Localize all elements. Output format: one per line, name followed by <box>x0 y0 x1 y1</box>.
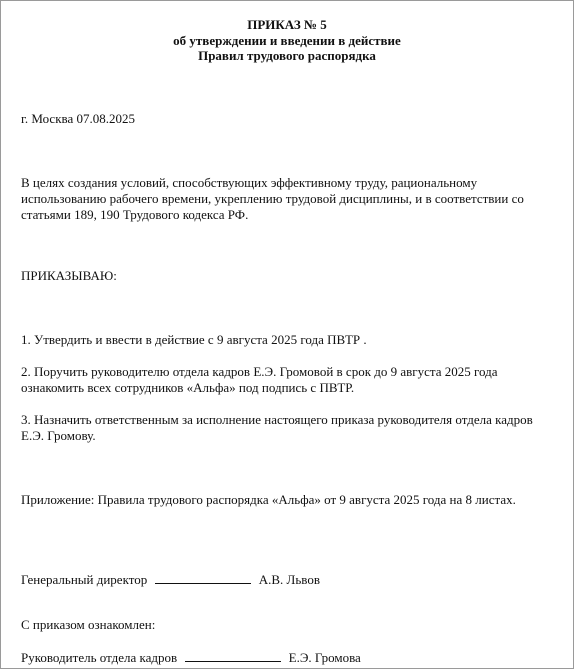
director-signature-blank <box>155 571 251 584</box>
order-word: ПРИКАЗЫВАЮ: <box>21 268 117 283</box>
order-title: ПРИКАЗ № 5 <box>247 17 327 32</box>
city-date: г. Москва 07.08.2025 <box>21 111 135 126</box>
preamble-paragraph: В целях создания условий, способствующих эффективному труду, рациональному использованию рабочего времени, укреплению трудовой дисциплины, и в соответствии со статьями 189, 190 Трудового кодекса РФ. <box>21 175 524 222</box>
director-name: А.В. Львов <box>258 572 320 587</box>
appendix-paragraph: Приложение: Правила трудового распорядка «Альфа» от 9 августа 2025 года на 8 листах. <box>21 492 516 507</box>
order-subject: Правил трудового распорядка <box>198 48 376 63</box>
hr-title: Руководитель отдела кадров <box>21 650 178 665</box>
hr-signature-blank <box>185 649 281 662</box>
director-title: Генеральный директор <box>21 572 148 587</box>
hr-name: Е.Э. Громова <box>288 650 361 665</box>
acquainted-label: С приказом ознакомлен: <box>21 617 156 632</box>
order-item-1: 1. Утвердить и ввести в действие с 9 августа 2025 года ПВТР . <box>21 332 367 347</box>
order-item-3: 3. Назначить ответственным за исполнение настоящего приказа руководителя отдела кадров Е.Э. Громову. <box>21 412 533 443</box>
hr-signature-line <box>21 649 361 666</box>
order-subtitle: об утверждении и введении в действие <box>173 33 401 48</box>
director-signature-line <box>21 571 320 588</box>
order-item-2: 2. Поручить руководителю отдела кадров Е.Э. Громовой в срок до 9 августа 2025 года ознакомить всех сотрудников «Альфа» под подпись с ПВТР. <box>21 364 498 395</box>
